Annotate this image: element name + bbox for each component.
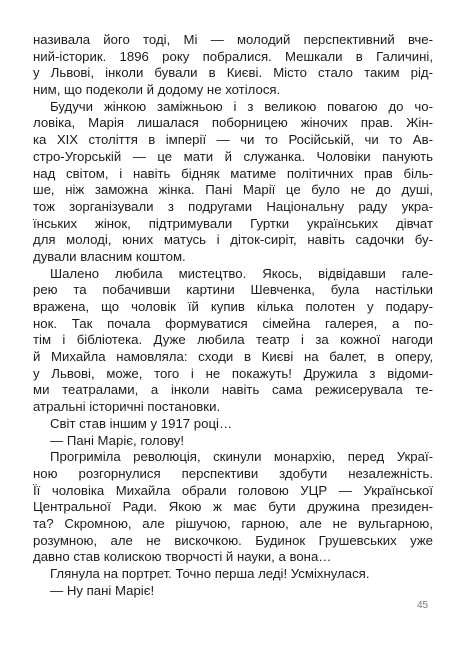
text-line: Будучи жінкою заміжньою і з великою повагою до чо- [50, 98, 433, 114]
text-line: дували власним коштом. [33, 248, 186, 264]
text-line: у Львові, інколи бували в Києві. Місто стало таким рід- [33, 65, 433, 81]
text-line: атральні історичні постановки. [33, 399, 221, 415]
text-line: та? Скромною, але рішучою, гарною, але не вульгарною, [33, 515, 433, 531]
text-line: й Михайла намовляла: сходи в Києві на балет, в оперу, [33, 349, 433, 365]
text-line: ка XIX століття в імперії — чи то Російській, чи то Ав- [33, 132, 433, 148]
text-line: Прогриміла революція, скинули монархію, перед Украї- [50, 449, 433, 465]
text-line: ною розгорнулися перспективи здобути незалежність. [33, 465, 433, 481]
text-line: тім і бібліотека. Дуже любила театр і за кожної нагоди [33, 332, 433, 348]
text-line: вражена, що чоловік їй купив кілька полотен у подару- [33, 299, 433, 314]
text-line: Світ став іншим у 1917 році… [50, 415, 233, 431]
text-line: ним, що подеколи й додому не хотілося. [33, 82, 281, 98]
text-line: Шалено любила мистецтво. Якось, відвідавши гале- [50, 265, 433, 281]
text-line: стро-Угорській — це мати й служанка. Чоловіки панують [33, 148, 433, 164]
text-line: ний-історик. 1896 року побралися. Мешкали в Галичині, [33, 48, 433, 64]
text-line: для молоді, юних матусь і діток-сиріт, навіть садочки бу- [33, 232, 433, 248]
text-line: ше, ніж заможна жінка. Пані Марії це було не до душі, [33, 182, 433, 198]
text-line: Її чоловіка Михайла обрали головою УЦР — Української [33, 482, 433, 498]
page-number: 45 [417, 600, 429, 611]
text-line: у Львові, може, того і не покажуть! Дружила з відоми- [33, 365, 433, 381]
text-line: Глянула на портрет. Точно перша леді! Усміхнулася. [50, 566, 370, 581]
text-line: ловіка, Марія лишалася поборницею жіночих прав. Жін- [33, 115, 433, 131]
text-line: ми театралами, а інколи навіть сама режисерувала те- [33, 382, 433, 398]
text-line: називала його тоді, Мі — молодий перспективний вче- [33, 32, 433, 47]
text-line: — Ну пані Маріє! [50, 582, 155, 598]
text-line: над світом, і навіть бідняк матиме політичних прав біль- [33, 165, 433, 181]
text-line: Центральної Ради. Якою ж має бути дружина президен- [33, 499, 433, 515]
text-line: тож зорганізували з подругами Національну раду укра- [33, 198, 433, 214]
text-line: їнських жінок, підтримували Гуртки українських дівчат [33, 215, 433, 231]
text-line: нок. Так почала формуватися сімейна галерея, а по- [33, 315, 433, 331]
page-text-block [33, 32, 433, 599]
text-line: рею та побачивши картини Шевченка, була настільки [33, 282, 433, 298]
text-line: — Пані Маріє, голову! [50, 432, 185, 448]
text-line: розумною, але не вискочкою. Будинок Грушевських уже [33, 532, 433, 548]
text-line: давно став колискою творчості й науки, а вона… [33, 549, 332, 565]
